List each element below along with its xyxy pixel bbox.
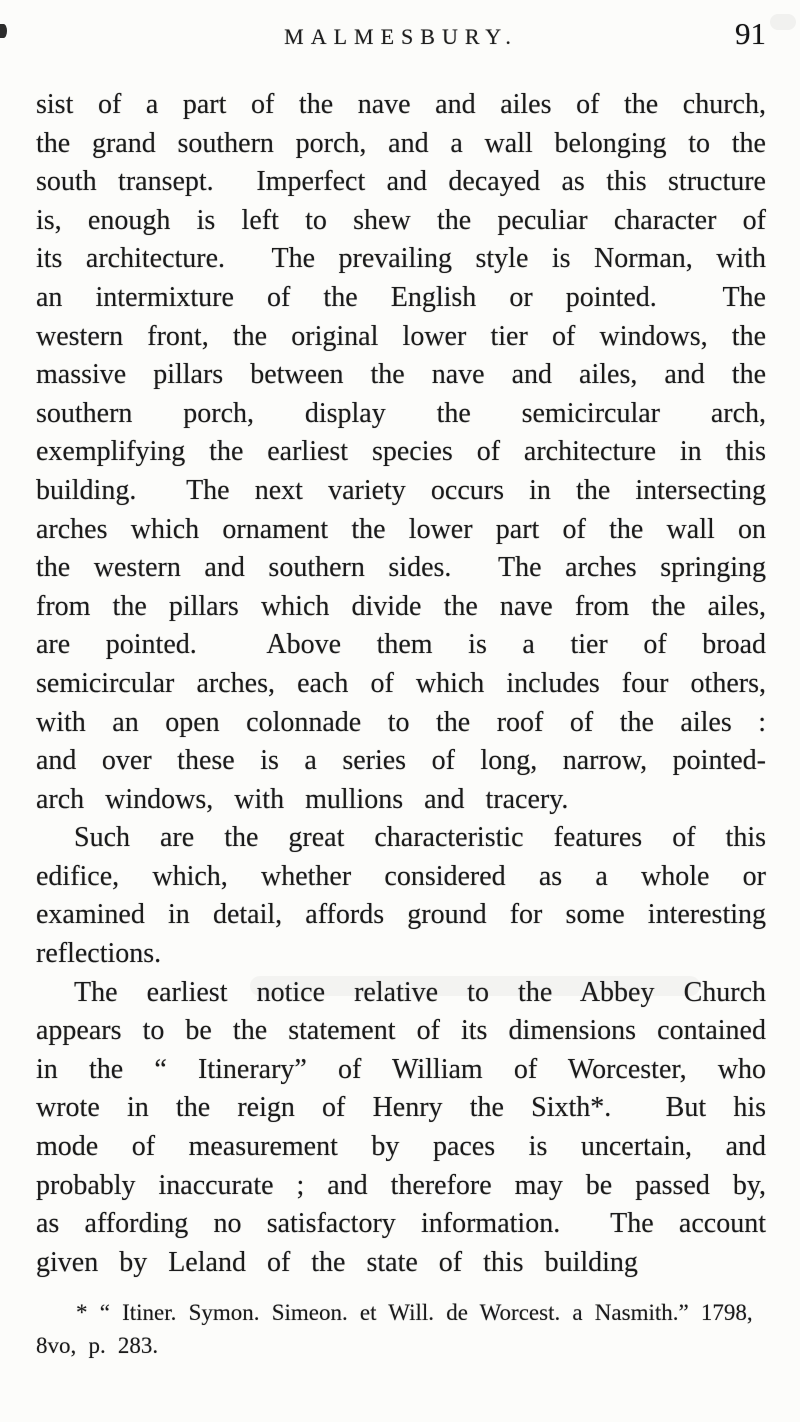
footnote-line bbox=[36, 1296, 766, 1362]
paragraph-1: sist of a part of the nave and ailes of the church, the grand southern porch, and a wall belonging to the south transept. Imperfect and decayed as this structure is, enough is left to shew the peculiar character of its architecture. The prevailing style is Norman, with an intermixture of the English or pointed. The western front, the original lower tier of windows, the massive pillars between the nave and ailes, and the southern porch, display the semicircular arch, exemplifying the earliest species of architecture in this building. The next variety occurs in the intersecting arches which ornament the lower part of the wall on the western and southern sides. The arches springing from the pillars which divide the nave from the ailes, are pointed. Above them is a tier of broad semicircular arches, each of which includes four others, with an open colonnade to the roof of the ailes : and over these is a series of long, narrow, pointed-arch windows, with mullions and tracery. bbox=[36, 89, 766, 815]
page-number: 91 bbox=[735, 16, 766, 51]
footnote-text: “ Itiner. Symon. Simeon. et Will. de Worcest. a Nasmith.” 1798, 8vo, p. 283. bbox=[36, 1300, 753, 1359]
paragraph-2: Such are the great characteristic features of this edifice, which, whether considered as a whole or examined in detail, affords ground for some interesting reflections. bbox=[36, 822, 766, 970]
running-head-title: MALMESBURY. bbox=[284, 24, 518, 49]
footnote bbox=[36, 1296, 766, 1362]
page-body bbox=[36, 86, 766, 1282]
page-header bbox=[36, 16, 766, 54]
scan-artifact-smudge bbox=[250, 976, 700, 996]
scan-artifact-smudge bbox=[770, 14, 796, 30]
paragraph-3: The earliest notice relative to the Abbey Church appears to be the statement of its dimensions contained in the “ Itinerary” of William of Worcester, who wrote in the reign of Henry the Sixth*. But his mode of measurement by paces is uncertain, and probably inaccurate ; and therefore may be passed by, as affording no satisfactory information. The account given by Leland of the state of this building bbox=[36, 976, 766, 1278]
scan-artifact-speck bbox=[0, 24, 7, 38]
footnote-marker: * bbox=[76, 1300, 88, 1326]
